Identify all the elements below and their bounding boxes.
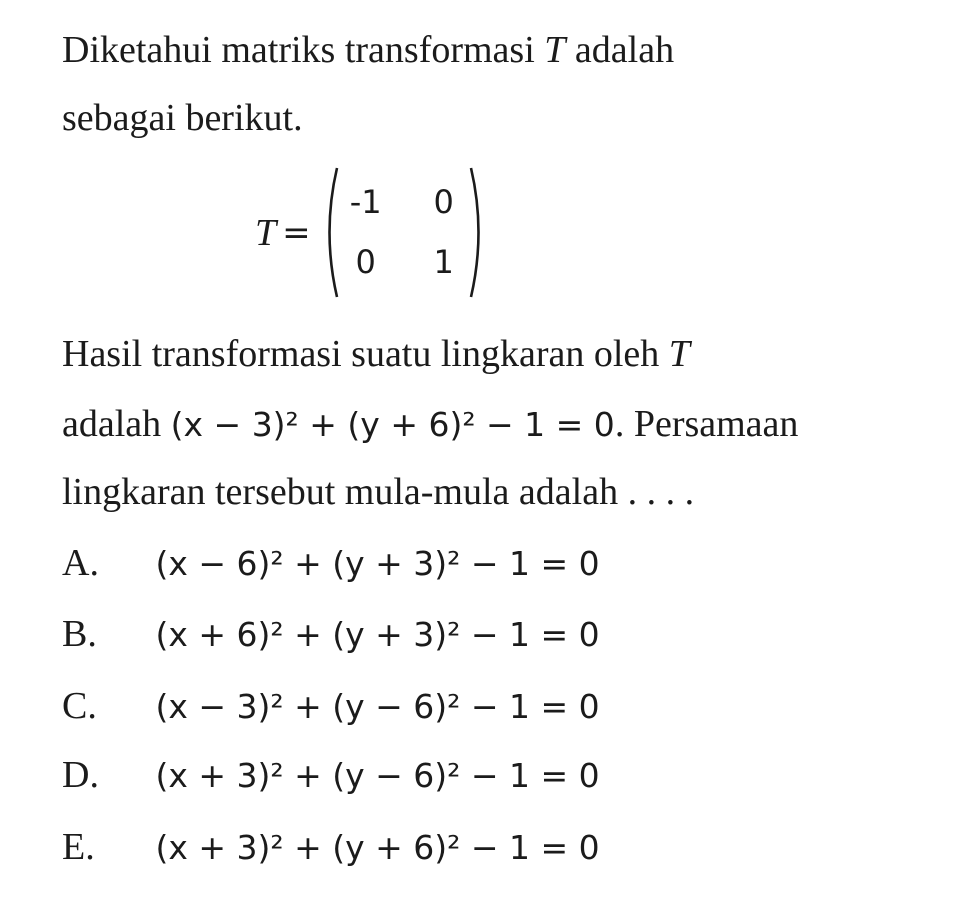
given-equation: (x − 3)² + (y + 6)² − 1 = 0 xyxy=(170,405,615,444)
option-equation: (x + 3)² + (y + 6)² − 1 = 0 xyxy=(155,828,600,867)
matrix-name: T xyxy=(255,211,277,254)
matrix-cell-1-2: 0 xyxy=(433,183,454,221)
option-equation: (x − 6)² + (y + 3)² − 1 = 0 xyxy=(155,544,600,583)
matrix-t xyxy=(319,165,489,300)
para2-text-start: adalah xyxy=(62,403,162,445)
option-e[interactable] xyxy=(62,816,600,878)
para2-text-end: . Persamaan xyxy=(614,403,799,445)
option-letter: B. xyxy=(62,613,97,655)
intro-variable: T xyxy=(544,29,566,71)
para2-variable: T xyxy=(668,333,690,375)
matrix-definition xyxy=(255,165,489,300)
right-parenthesis-icon xyxy=(467,165,489,300)
matrix-cell-2-1: 0 xyxy=(355,243,376,281)
para2-line-2 xyxy=(62,393,798,456)
intro-line-1 xyxy=(62,19,674,81)
para2-text: Hasil transformasi suatu lingkaran oleh xyxy=(62,333,660,375)
intro-text-end: adalah xyxy=(574,29,675,71)
matrix-cell-1-1: -1 xyxy=(349,183,382,221)
para2-line-3: lingkaran tersebut mula-mula adalah . . . . xyxy=(62,471,695,513)
option-equation: (x + 3)² + (y − 6)² − 1 = 0 xyxy=(155,756,600,795)
para2-line-1 xyxy=(62,323,690,385)
option-equation: (x − 3)² + (y − 6)² − 1 = 0 xyxy=(155,687,600,726)
option-letter: D. xyxy=(62,754,99,796)
intro-text: Diketahui matriks transformasi xyxy=(62,29,535,71)
option-letter: E. xyxy=(62,826,95,868)
option-c[interactable] xyxy=(62,675,600,737)
option-b[interactable] xyxy=(62,603,600,665)
option-letter: A. xyxy=(62,542,99,584)
matrix-equals: = xyxy=(282,212,311,253)
left-parenthesis-icon xyxy=(319,165,341,300)
matrix-cell-2-2: 1 xyxy=(433,243,454,281)
option-letter: C. xyxy=(62,685,97,727)
intro-line-2: sebagai berikut. xyxy=(62,97,303,139)
option-equation: (x + 6)² + (y + 3)² − 1 = 0 xyxy=(155,615,600,654)
option-a[interactable] xyxy=(62,532,600,594)
option-d[interactable] xyxy=(62,744,600,806)
